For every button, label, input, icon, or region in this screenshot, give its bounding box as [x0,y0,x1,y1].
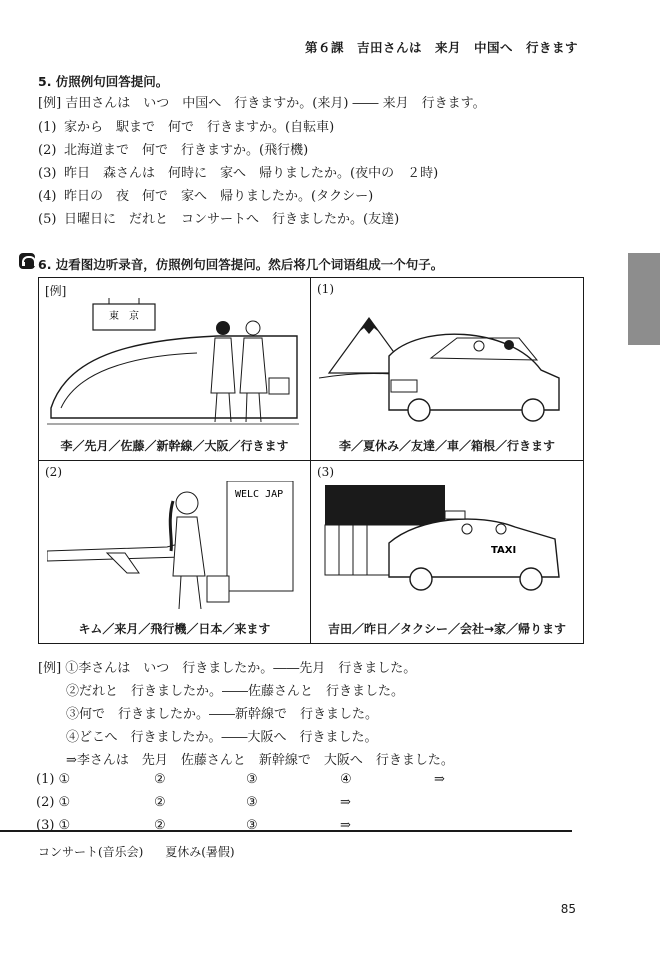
panel-label: (1) [317,282,334,296]
chapter-header: 第６課 吉田さんは 来月 中国へ 行きます [304,40,578,55]
vocab-item: コンサート(音乐会) [38,845,144,859]
vocab-item: 夏休み(暑假) [165,845,235,859]
panel-caption: キム／来月／飛行機／日本／来ます [78,622,271,636]
section5-item: (1) 家から 駅まで 何で 行きますか。(自転車) [38,120,335,135]
taxi-sign: TAXI [491,544,517,556]
airport-illustration [47,481,299,616]
shinkansen-illustration [47,298,299,433]
panel-caption: 吉田／昨日／タクシー／会社→家／帰ります [327,622,567,636]
example-line: ⇒李さんは 先月 佐藤さんと 新幹線で 大阪へ 行きました。 [66,753,454,768]
example-line: ③何で 行きましたか。――新幹線で 行きました。 [66,707,379,722]
side-tab [628,253,660,345]
welcome-sign: WELC JAP [235,488,284,500]
panel-caption: 李／先月／佐藤／新幹線／大阪／行きます [60,438,289,453]
section5-item: (2) 北海道まで 何で 行きますか。(飛行機) [38,143,309,158]
example-line: ④どこへ 行きましたか。――大阪へ 行きました。 [66,730,378,745]
section5-item: (4) 昨日の 夜 何で 家へ 帰りましたか。(タクシー) [38,189,374,204]
section5-item: (5) 日曜日に だれと コンサートへ 行きましたか。(友達) [38,212,400,227]
example-line: ②だれと 行きましたか。――佐藤さんと 行きました。 [66,684,405,699]
taxi-illustration [319,481,571,616]
panel-2 [39,461,311,644]
section5-item: (3) 昨日 森さんは 何時に 家へ 帰りましたか。(夜中の ２時) [38,166,439,181]
panel-caption: 李／夏休み／友達／車／箱根／行きます [338,438,555,453]
headphones-icon [19,253,35,269]
panel-1 [311,278,583,461]
section5-example: [例] 吉田さんは いつ 中国へ 行きますか。(来月) ―― 来月 行きます。 [38,96,486,111]
picture-grid [38,277,584,644]
example-line: [例] ①李さんは いつ 行きましたか。――先月 行きました。 [38,661,417,676]
panel-3 [311,461,583,644]
section5-title: 5. 仿照例句回答提问。 [38,74,169,89]
panel-label: (3) [317,464,334,479]
car-mountain-illustration [319,298,571,433]
section6-title: 6. 边看图边听录音，仿照例句回答提问。然后将几个词语组成一个句子。 [38,257,444,272]
page-number: 85 [560,902,576,916]
panel-label: [例] [45,284,67,298]
panel-label: (2) [45,464,62,479]
vocab-notes [38,843,235,860]
panel-example [39,278,311,461]
station-sign: 東 京 [109,311,139,322]
footer-rule [0,830,572,832]
